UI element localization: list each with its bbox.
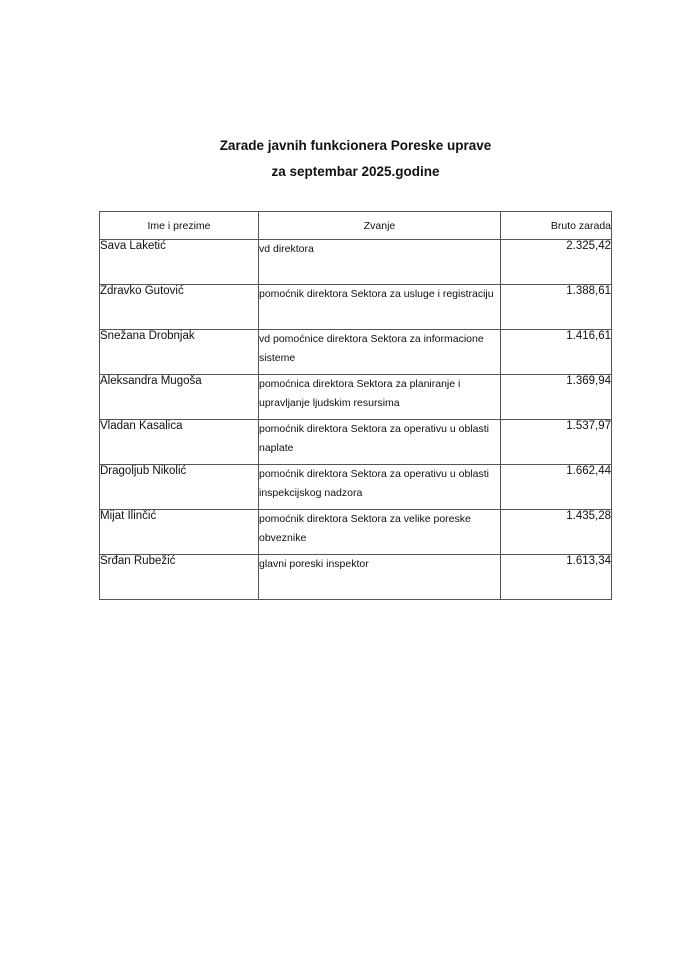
- header-amount: Bruto zarada: [501, 212, 612, 240]
- cell-title: vd pomoćnice direktora Sektora za informacione sisteme: [259, 330, 501, 375]
- cell-title: vd direktora: [259, 240, 501, 285]
- cell-amount: 1.435,28: [501, 510, 612, 555]
- cell-amount: 2.325,42: [501, 240, 612, 285]
- cell-title: pomoćnik direktora Sektora za operativu u oblasti inspekcijskog nadzora: [259, 465, 501, 510]
- cell-title: glavni poreski inspektor: [259, 555, 501, 600]
- table-row: [100, 420, 612, 465]
- cell-name: Srđan Rubežić: [100, 555, 259, 600]
- table-row: [100, 465, 612, 510]
- table-row: [100, 240, 612, 285]
- cell-name: Dragoljub Nikolić: [100, 465, 259, 510]
- cell-name: Sava Laketić: [100, 240, 259, 285]
- table-header-row: [100, 212, 612, 240]
- cell-title: pomoćnica direktora Sektora za planiranje i upravljanje ljudskim resursima: [259, 375, 501, 420]
- table-row: [100, 555, 612, 600]
- header-name: Ime i prezime: [100, 212, 259, 240]
- cell-amount: 1.388,61: [501, 285, 612, 330]
- cell-amount: 1.416,61: [501, 330, 612, 375]
- cell-amount: 1.662,44: [501, 465, 612, 510]
- cell-name: Mijat Ilinčić: [100, 510, 259, 555]
- salaries-table: [99, 211, 612, 600]
- cell-title: pomoćnik direktora Sektora za usluge i registraciju: [259, 285, 501, 330]
- table-row: [100, 285, 612, 330]
- title-line-2: za septembar 2025.godine: [271, 164, 440, 179]
- cell-title: pomoćnik direktora Sektora za operativu u oblasti naplate: [259, 420, 501, 465]
- table-row: [100, 330, 612, 375]
- cell-name: Snežana Drobnjak: [100, 330, 259, 375]
- cell-name: Zdravko Gutović: [100, 285, 259, 330]
- cell-name: Vladan Kasalica: [100, 420, 259, 465]
- cell-amount: 1.369,94: [501, 375, 612, 420]
- cell-title: pomoćnik direktora Sektora za velike poreske obveznike: [259, 510, 501, 555]
- header-title: Zvanje: [259, 212, 501, 240]
- cell-name: Aleksandra Mugoša: [100, 375, 259, 420]
- table-row: [100, 375, 612, 420]
- cell-amount: 1.613,34: [501, 555, 612, 600]
- title-line-1: Zarade javnih funkcionera Poreske uprave: [219, 138, 492, 153]
- cell-amount: 1.537,97: [501, 420, 612, 465]
- document-title: [0, 133, 679, 185]
- table-row: [100, 510, 612, 555]
